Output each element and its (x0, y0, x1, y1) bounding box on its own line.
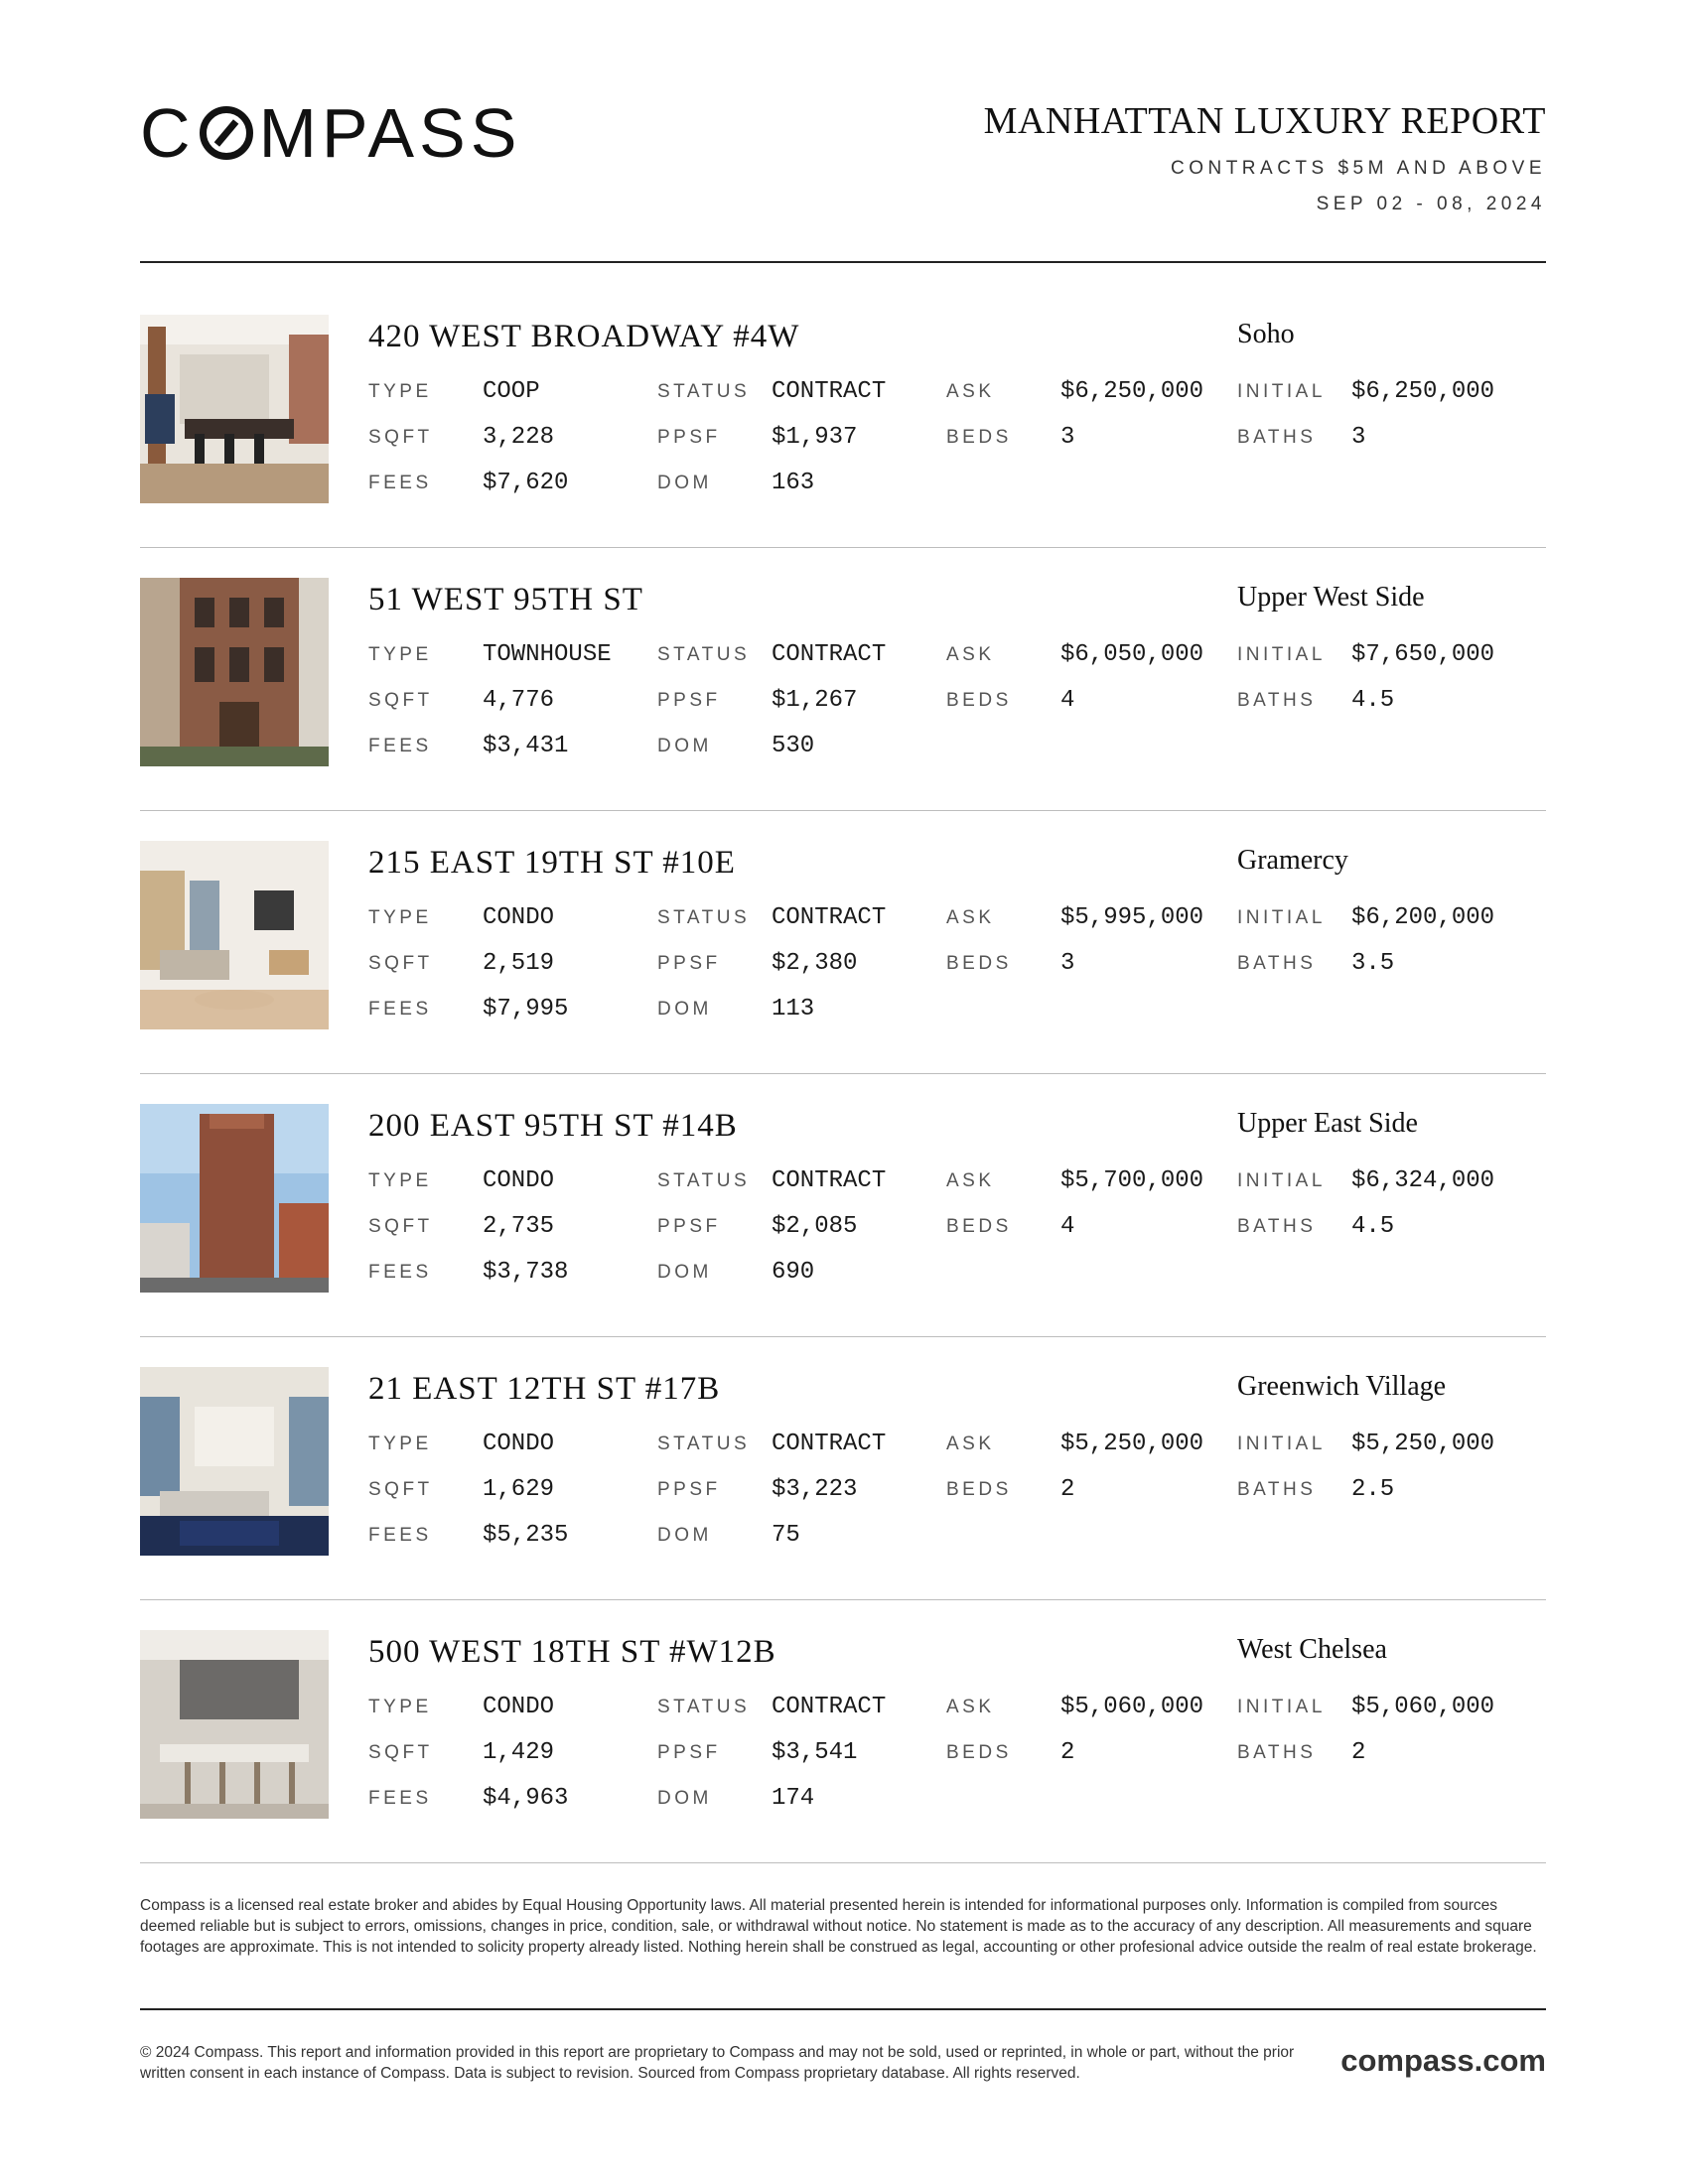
type-label: TYPE (368, 907, 432, 928)
ppsf-value: $1,937 (772, 424, 858, 451)
listing-neighborhood: Upper East Side (1237, 1108, 1418, 1139)
status-value: CONTRACT (772, 904, 887, 931)
initial-label: INITIAL (1237, 907, 1326, 928)
ppsf-value: $3,541 (772, 1739, 858, 1766)
status-value: CONTRACT (772, 1431, 887, 1457)
initial-value: $7,650,000 (1351, 641, 1495, 668)
ppsf-label: PPSF (657, 1479, 721, 1500)
baths-value: 2 (1351, 1739, 1366, 1766)
ask-label: ASK (946, 907, 995, 928)
header-divider (140, 261, 1546, 263)
report-page (140, 0, 1546, 2184)
type-label: TYPE (368, 1170, 432, 1191)
type-label: TYPE (368, 1697, 432, 1717)
initial-value: $6,324,000 (1351, 1167, 1495, 1194)
ppsf-label: PPSF (657, 1216, 721, 1237)
fees-value: $3,738 (483, 1259, 569, 1286)
listing-item (140, 578, 1546, 766)
ask-value: $5,250,000 (1060, 1431, 1204, 1457)
listing-photo[interactable] (140, 1630, 329, 1819)
sqft-label: SQFT (368, 1479, 433, 1500)
beds-value: 3 (1060, 950, 1075, 977)
type-label: TYPE (368, 644, 432, 665)
listing-address: 51 WEST 95TH ST (368, 582, 643, 617)
ask-value: $6,250,000 (1060, 378, 1204, 405)
dom-label: DOM (657, 1788, 712, 1809)
report-header (984, 99, 1546, 216)
beds-label: BEDS (946, 1479, 1012, 1500)
beds-label: BEDS (946, 953, 1012, 974)
listing-item (140, 1367, 1546, 1556)
listing-item (140, 1104, 1546, 1293)
sqft-label: SQFT (368, 1742, 433, 1763)
listing-address: 21 EAST 12TH ST #17B (368, 1371, 721, 1407)
beds-label: BEDS (946, 1216, 1012, 1237)
ppsf-value: $3,223 (772, 1476, 858, 1503)
listing-photo[interactable] (140, 315, 329, 503)
ask-label: ASK (946, 1433, 995, 1454)
initial-label: INITIAL (1237, 1170, 1326, 1191)
report-date-range: SEP 02 - 08, 2024 (1316, 194, 1546, 214)
ppsf-label: PPSF (657, 427, 721, 448)
dom-value: 163 (772, 470, 815, 496)
beds-label: BEDS (946, 1742, 1012, 1763)
beds-value: 4 (1060, 1213, 1075, 1240)
status-label: STATUS (657, 381, 751, 402)
fees-value: $7,620 (483, 470, 569, 496)
sqft-value: 2,735 (483, 1213, 555, 1240)
fees-label: FEES (368, 1525, 432, 1546)
fees-value: $3,431 (483, 733, 569, 759)
listing-photo[interactable] (140, 578, 329, 766)
beds-label: BEDS (946, 427, 1012, 448)
beds-value: 2 (1060, 1476, 1075, 1503)
sqft-label: SQFT (368, 953, 433, 974)
baths-label: BATHS (1237, 690, 1317, 711)
ask-label: ASK (946, 644, 995, 665)
fees-label: FEES (368, 1788, 432, 1809)
ppsf-label: PPSF (657, 1742, 721, 1763)
initial-label: INITIAL (1237, 1697, 1326, 1717)
listing-neighborhood: West Chelsea (1237, 1634, 1387, 1665)
ask-label: ASK (946, 1697, 995, 1717)
ask-label: ASK (946, 1170, 995, 1191)
listing-neighborhood: Soho (1237, 319, 1295, 349)
status-label: STATUS (657, 1433, 751, 1454)
baths-label: BATHS (1237, 1742, 1317, 1763)
baths-label: BATHS (1237, 1216, 1317, 1237)
sqft-label: SQFT (368, 690, 433, 711)
status-label: STATUS (657, 644, 751, 665)
baths-value: 4.5 (1351, 1213, 1395, 1240)
ppsf-label: PPSF (657, 690, 721, 711)
beds-value: 4 (1060, 687, 1075, 714)
dom-value: 690 (772, 1259, 815, 1286)
status-value: CONTRACT (772, 1167, 887, 1194)
baths-label: BATHS (1237, 427, 1317, 448)
sqft-label: SQFT (368, 427, 433, 448)
beds-value: 3 (1060, 424, 1075, 451)
ppsf-value: $2,085 (772, 1213, 858, 1240)
listing-photo[interactable] (140, 1104, 329, 1293)
baths-value: 3.5 (1351, 950, 1395, 977)
listing-neighborhood: Gramercy (1237, 845, 1348, 876)
baths-label: BATHS (1237, 953, 1317, 974)
sqft-value: 4,776 (483, 687, 555, 714)
compass-logo: C MPASS (140, 94, 522, 172)
disclaimer-text: Compass is a licensed real estate broker and abides by Equal Housing Opportunity laws. All material presented herein is intended for informational purposes only. Information is compiled from sources deemed reliable but is subject to errors, omissions, changes in price, condition, sale, or withdrawal without notice. No statement is made as to the accuracy of any description. All measurements and square footages are approximate. This is not intended to solicity property already listed. Nothing herein shall be construed as legal, accounting or other profesional advice outside the realm of real estate brokerage. (140, 1897, 1537, 1956)
type-value: TOWNHOUSE (483, 641, 612, 668)
baths-label: BATHS (1237, 1479, 1317, 1500)
ask-label: ASK (946, 381, 995, 402)
ppsf-value: $1,267 (772, 687, 858, 714)
sqft-value: 3,228 (483, 424, 555, 451)
sqft-value: 1,429 (483, 1739, 555, 1766)
dom-label: DOM (657, 736, 712, 756)
type-label: TYPE (368, 1433, 432, 1454)
report-subtitle: CONTRACTS $5M AND ABOVE (1170, 158, 1546, 179)
initial-value: $5,060,000 (1351, 1694, 1495, 1720)
initial-value: $6,250,000 (1351, 378, 1495, 405)
listing-photo[interactable] (140, 841, 329, 1029)
initial-label: INITIAL (1237, 381, 1326, 402)
listing-address: 500 WEST 18TH ST #W12B (368, 1634, 776, 1670)
dom-value: 174 (772, 1785, 815, 1812)
initial-label: INITIAL (1237, 1433, 1326, 1454)
listing-neighborhood: Upper West Side (1237, 582, 1425, 613)
listing-divider (140, 547, 1546, 548)
status-label: STATUS (657, 1170, 751, 1191)
fees-value: $7,995 (483, 996, 569, 1023)
ask-value: $6,050,000 (1060, 641, 1204, 668)
fees-value: $5,235 (483, 1522, 569, 1549)
fees-label: FEES (368, 999, 432, 1020)
type-value: CONDO (483, 1431, 555, 1457)
initial-value: $5,250,000 (1351, 1431, 1495, 1457)
type-value: COOP (483, 378, 540, 405)
initial-label: INITIAL (1237, 644, 1326, 665)
listing-photo[interactable] (140, 1367, 329, 1556)
status-label: STATUS (657, 1697, 751, 1717)
status-value: CONTRACT (772, 1694, 887, 1720)
listing-divider (140, 1073, 1546, 1074)
listing-address: 200 EAST 95TH ST #14B (368, 1108, 738, 1144)
listing-divider (140, 1336, 1546, 1337)
ask-value: $5,995,000 (1060, 904, 1204, 931)
ask-value: $5,700,000 (1060, 1167, 1204, 1194)
ppsf-value: $2,380 (772, 950, 858, 977)
dom-label: DOM (657, 1262, 712, 1283)
listing-divider (140, 1862, 1546, 1863)
compass-website-link[interactable]: compass.com (1340, 2043, 1546, 2078)
sqft-value: 1,629 (483, 1476, 555, 1503)
dom-label: DOM (657, 473, 712, 493)
listing-address: 420 WEST BROADWAY #4W (368, 319, 800, 354)
beds-label: BEDS (946, 690, 1012, 711)
compass-o-icon (200, 106, 253, 160)
ppsf-label: PPSF (657, 953, 721, 974)
copyright-text: © 2024 Compass. This report and information provided in this report are proprietary to Compass and may not be sold, used or reprinted, in whole or part, without the prior written consent in each instance of Compass. Data is subject to revision. Sourced from Compass proprietary database. All rights reserved. (140, 2044, 1295, 2082)
dom-value: 75 (772, 1522, 800, 1549)
type-value: CONDO (483, 1167, 555, 1194)
listing-neighborhood: Greenwich Village (1237, 1371, 1447, 1402)
status-value: CONTRACT (772, 378, 887, 405)
dom-value: 530 (772, 733, 815, 759)
dom-value: 113 (772, 996, 815, 1023)
sqft-label: SQFT (368, 1216, 433, 1237)
type-value: CONDO (483, 1694, 555, 1720)
baths-value: 3 (1351, 424, 1366, 451)
listing-item (140, 315, 1546, 503)
status-value: CONTRACT (772, 641, 887, 668)
beds-value: 2 (1060, 1739, 1075, 1766)
type-value: CONDO (483, 904, 555, 931)
status-label: STATUS (657, 907, 751, 928)
listing-address: 215 EAST 19TH ST #10E (368, 845, 736, 881)
listing-divider (140, 1599, 1546, 1600)
fees-label: FEES (368, 473, 432, 493)
fees-value: $4,963 (483, 1785, 569, 1812)
baths-value: 2.5 (1351, 1476, 1395, 1503)
listing-item (140, 1630, 1546, 1819)
dom-label: DOM (657, 999, 712, 1020)
listing-divider (140, 810, 1546, 811)
fees-label: FEES (368, 736, 432, 756)
dom-label: DOM (657, 1525, 712, 1546)
baths-value: 4.5 (1351, 687, 1395, 714)
initial-value: $6,200,000 (1351, 904, 1495, 931)
type-label: TYPE (368, 381, 432, 402)
listing-item (140, 841, 1546, 1029)
sqft-value: 2,519 (483, 950, 555, 977)
ask-value: $5,060,000 (1060, 1694, 1204, 1720)
footer-divider (140, 2008, 1546, 2010)
fees-label: FEES (368, 1262, 432, 1283)
report-title: MANHATTAN LUXURY REPORT (983, 100, 1546, 142)
